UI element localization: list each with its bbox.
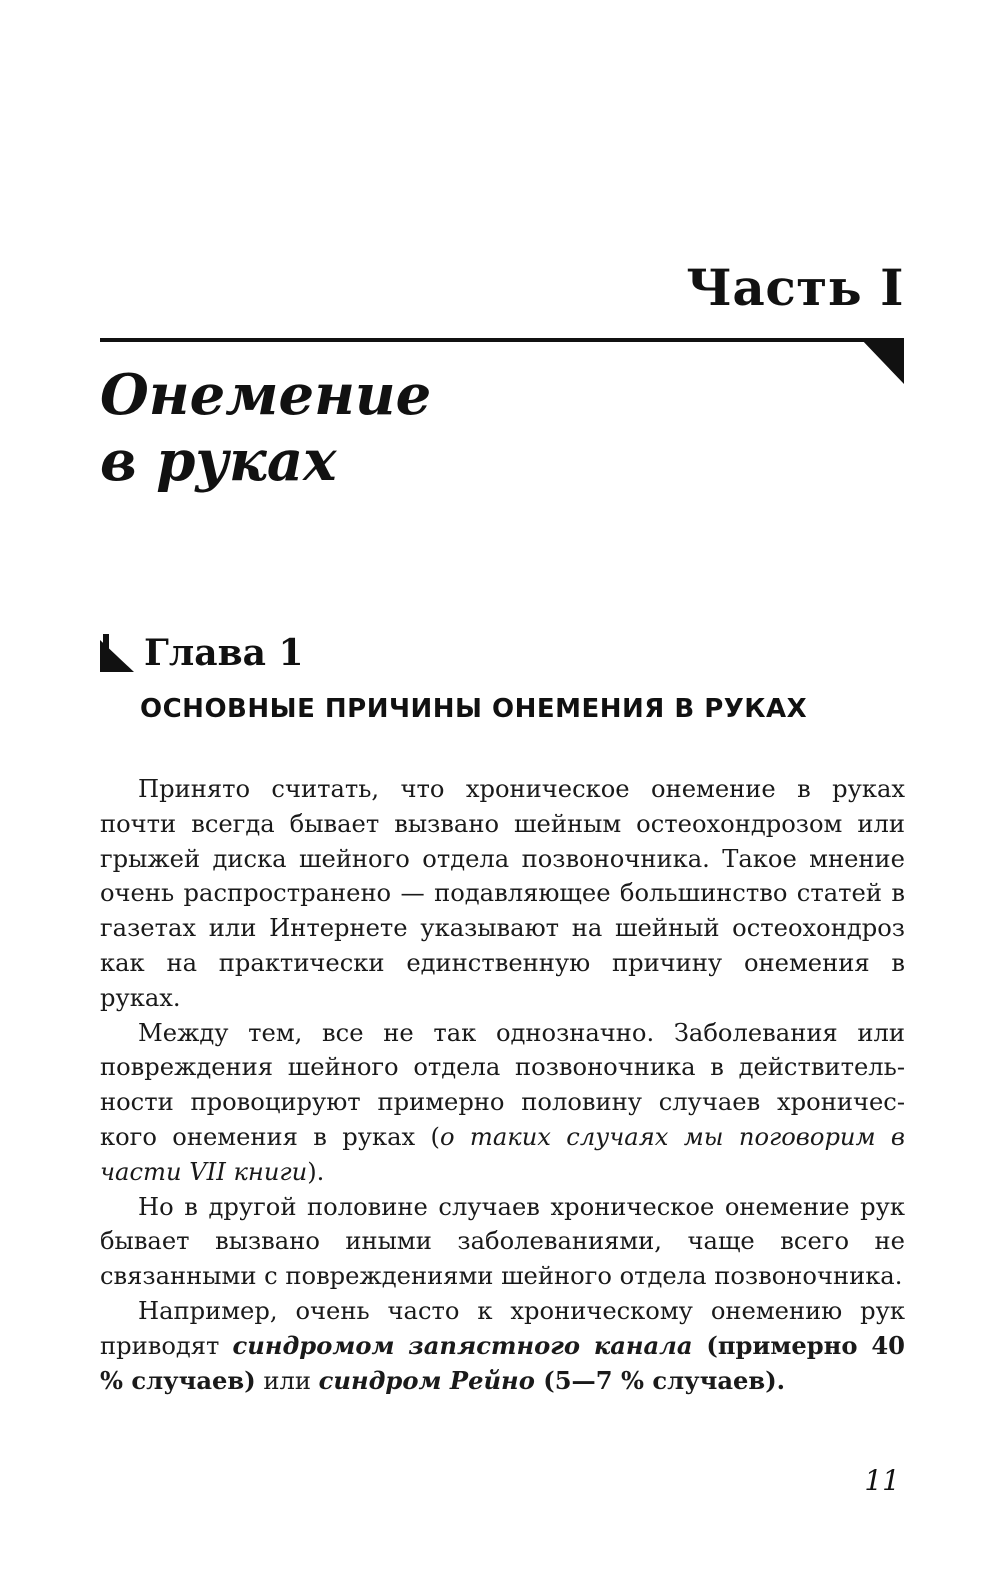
paragraph-4-stat1: (примерно 40 % случаев) (100, 1330, 905, 1395)
paragraph-4 (100, 1294, 905, 1398)
body-text (100, 772, 905, 1398)
raynaud-term: синдром Рейно (318, 1365, 535, 1395)
paragraph-4-start: Например, очень часто к хроническому онемению рук приводят (100, 1296, 905, 1360)
paragraph-2 (100, 1016, 905, 1190)
header-rule (100, 338, 900, 342)
chapter-arrow-icon (100, 634, 136, 672)
chapter-subtitle: ОСНОВНЫЕ ПРИЧИНЫ ОНЕМЕНИЯ В РУКАХ (140, 694, 808, 724)
carpal-tunnel-term: синдромом запястного канала (232, 1330, 693, 1360)
paragraph-2-text: Между тем, все не так однозначно. Заболевания или повреждения шейного отдела позвоночника в действительности провоцируют примерно половину случаев хронического онемения в руках ( (100, 1018, 905, 1151)
paragraph-4-or: или (255, 1366, 319, 1395)
paragraph-4-term1 (233, 1331, 693, 1360)
chapter-label: Глава 1 (144, 632, 304, 674)
paragraph-2-end: ). (307, 1157, 325, 1186)
paragraph-2-reference: о таких случаях мы поговорим в части VII книги (100, 1122, 905, 1186)
section-title (100, 362, 431, 494)
section-title-line1: Онемение (100, 362, 432, 428)
paragraph-1: Принято считать, что хроническое онемение в руках почти всегда бывает вызвано шейным остеохондрозом или грыжей диска шейного отдела позвоночника. Такое мнение очень распространено — подавляющее большинство статей в газетах или Интернете указывают на шейный остеохондроз как на практически единственную причину онемения в руках. (100, 775, 905, 1012)
chapter-heading (100, 632, 304, 674)
part-title: Часть I (686, 258, 904, 317)
paragraph-3: Но в другой половине случаев хроническое онемение рук бывает вызвано иными заболеваниями, чаще всего не связанными с повреждениями шейного отдела позвоночника. (100, 1192, 905, 1291)
rule-corner-triangle (860, 338, 904, 384)
page-number: 11 (864, 1464, 900, 1497)
paragraph-4-term2 (319, 1366, 535, 1395)
paragraph-4-stat2: (5—7 % случаев). (534, 1365, 786, 1395)
section-title-line2: в руках (100, 428, 337, 494)
